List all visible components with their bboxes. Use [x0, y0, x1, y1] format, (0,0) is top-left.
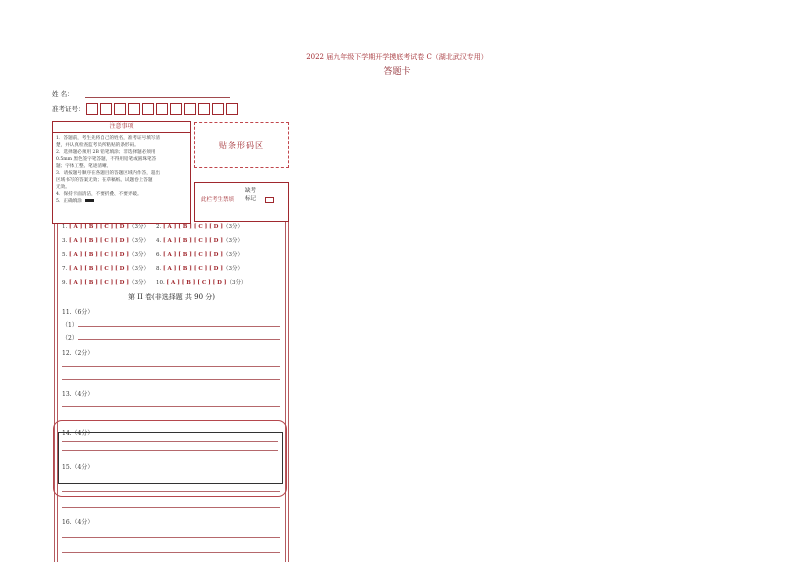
choice-points: （3分）: [222, 238, 243, 244]
id-digit-box[interactable]: [156, 103, 168, 115]
choice-points: （3分）: [128, 266, 149, 272]
choice-options[interactable]: [ A ] [ B ] [ C ] [ D ]: [163, 252, 223, 258]
choice-number: 8.: [156, 266, 162, 272]
absent-label-line2: 标记: [245, 196, 257, 202]
answer-line[interactable]: [62, 406, 280, 407]
id-digit-box[interactable]: [170, 103, 182, 115]
absent-panel: [194, 182, 289, 222]
choice-points: （3分）: [128, 238, 149, 244]
choice-number: 2.: [156, 224, 162, 230]
choice-number: 1.: [62, 224, 68, 230]
choice-points: （3分）: [222, 224, 243, 230]
answer-line[interactable]: [62, 537, 280, 538]
notice-line: 题；字体工整、笔迹清晰。: [56, 164, 112, 169]
choice-number: 6.: [156, 252, 162, 258]
name-field[interactable]: [85, 96, 230, 98]
absent-checkbox[interactable]: [265, 197, 274, 203]
id-digit-box[interactable]: [226, 103, 238, 115]
answer-line[interactable]: [78, 326, 280, 327]
choice-options[interactable]: [ A ] [ B ] [ C ] [ D ]: [69, 224, 129, 230]
choice-options[interactable]: [ A ] [ B ] [ C ] [ D ]: [69, 252, 129, 258]
answer-line[interactable]: [78, 339, 280, 340]
frame-line: [54, 210, 55, 562]
answer-line[interactable]: [62, 450, 278, 451]
answer-line[interactable]: [62, 552, 280, 553]
choice-options[interactable]: [ A ] [ B ] [ C ] [ D ]: [69, 280, 129, 286]
notice-line: 楚，并认真检查监考员所粘贴的条形码。: [56, 143, 139, 148]
question-16-label: 16.（4分）: [62, 519, 94, 526]
choice-number: 4.: [156, 238, 162, 244]
correct-fill-sample: [85, 199, 94, 202]
id-digit-box[interactable]: [128, 103, 140, 115]
exam-id-label: 准考证号：: [52, 105, 85, 113]
notice-line: 无效。: [56, 185, 70, 190]
notice-line: 2．选择题必须用 2B 铅笔填涂；非选择题必须用: [56, 150, 156, 155]
choice-number: 10.: [156, 280, 165, 286]
choice-item-9[interactable]: [62, 278, 149, 286]
choice-options[interactable]: [ A ] [ B ] [ C ] [ D ]: [163, 224, 223, 230]
barcode-label: 贴条形码区: [219, 140, 264, 150]
frame-line: [57, 210, 58, 562]
answer-line[interactable]: [62, 379, 280, 380]
exam-id-boxes[interactable]: [86, 103, 240, 115]
notice-body: [53, 133, 190, 207]
absent-label-line1: 缺考: [245, 188, 257, 194]
frame-line: [285, 210, 286, 562]
barcode-area: [194, 122, 289, 168]
choice-number: 5.: [62, 252, 68, 258]
exam-title: 2022 届九年级下学期开学摸底考试卷 C（湖北武汉专用）: [306, 53, 488, 61]
choice-options[interactable]: [ A ] [ B ] [ C ] [ D ]: [163, 266, 223, 272]
choice-number: 9.: [62, 280, 68, 286]
id-digit-box[interactable]: [198, 103, 210, 115]
choice-points: （3分）: [128, 252, 149, 258]
choice-item-8[interactable]: [156, 264, 243, 272]
choice-number: 3.: [62, 238, 68, 244]
notice-line: [56, 198, 187, 205]
notice-line: 1．答题前，考生先将自己的姓名，准考证号填写清: [56, 136, 160, 141]
answer-line[interactable]: [62, 366, 280, 367]
choice-options[interactable]: [ A ] [ B ] [ C ] [ D ]: [69, 238, 129, 244]
question-11-part2-label: （2）: [62, 335, 78, 342]
choice-item-10[interactable]: [156, 278, 246, 286]
id-digit-box[interactable]: [212, 103, 224, 115]
choice-item-7[interactable]: [62, 264, 149, 272]
id-digit-box[interactable]: [142, 103, 154, 115]
highlight-inner-box: [58, 432, 283, 484]
choice-item-4[interactable]: [156, 236, 243, 244]
name-label: 姓 名：: [52, 90, 74, 98]
choice-points: （3分）: [128, 280, 149, 286]
id-digit-box[interactable]: [184, 103, 196, 115]
question-15-label: 15.（4分）: [62, 464, 94, 471]
absent-note: 此栏考生禁填: [201, 197, 235, 203]
choice-number: 7.: [62, 266, 68, 272]
notice-line: 0.5mm 黑色签字笔答题，不得用铅笔或圆珠笔答: [56, 157, 157, 162]
question-11-part1-label: （1）: [62, 322, 78, 329]
choice-item-5[interactable]: [62, 250, 149, 258]
choice-points: （3分）: [222, 266, 243, 272]
answer-sheet-title: 答题卡: [383, 67, 411, 77]
notice-panel: [52, 121, 191, 224]
frame-line: [288, 210, 289, 562]
id-digit-box[interactable]: [86, 103, 98, 115]
absent-label: [245, 187, 256, 203]
choice-options[interactable]: [ A ] [ B ] [ C ] [ D ]: [163, 238, 223, 244]
question-12-label: 12.（2分）: [62, 350, 94, 357]
choice-item-6[interactable]: [156, 250, 243, 258]
choice-options[interactable]: [ A ] [ B ] [ C ] [ D ]: [166, 280, 227, 286]
question-11-label: 11.（6分）: [62, 309, 94, 316]
id-digit-box[interactable]: [114, 103, 126, 115]
question-14-label: 14.（4分）: [62, 430, 94, 437]
choice-points: （3分）: [222, 252, 243, 258]
question-13-label: 13.（4分）: [62, 391, 94, 398]
notice-line: 3．请按题号顺序在各题目的答题区域内作答，超出: [56, 171, 160, 176]
id-digit-box[interactable]: [100, 103, 112, 115]
answer-line[interactable]: [62, 441, 278, 442]
choice-points: （3分）: [128, 224, 149, 230]
notice-title: 注意事项: [53, 122, 190, 133]
notice-line-text: 5．正确填涂: [56, 199, 82, 204]
answer-line[interactable]: [62, 507, 280, 508]
choice-options[interactable]: [ A ] [ B ] [ C ] [ D ]: [69, 266, 129, 272]
section2-title: 第 II 卷(非选择题 共 90 分): [127, 293, 216, 301]
choice-points: （3分）: [226, 280, 247, 286]
notice-line: 4．保持卡面清洁，不要折叠、不要弄破。: [56, 192, 142, 197]
notice-line: 区域书写的答案无效；在草稿纸、试题卷上答题: [56, 178, 153, 183]
choice-item-3[interactable]: [62, 236, 149, 244]
